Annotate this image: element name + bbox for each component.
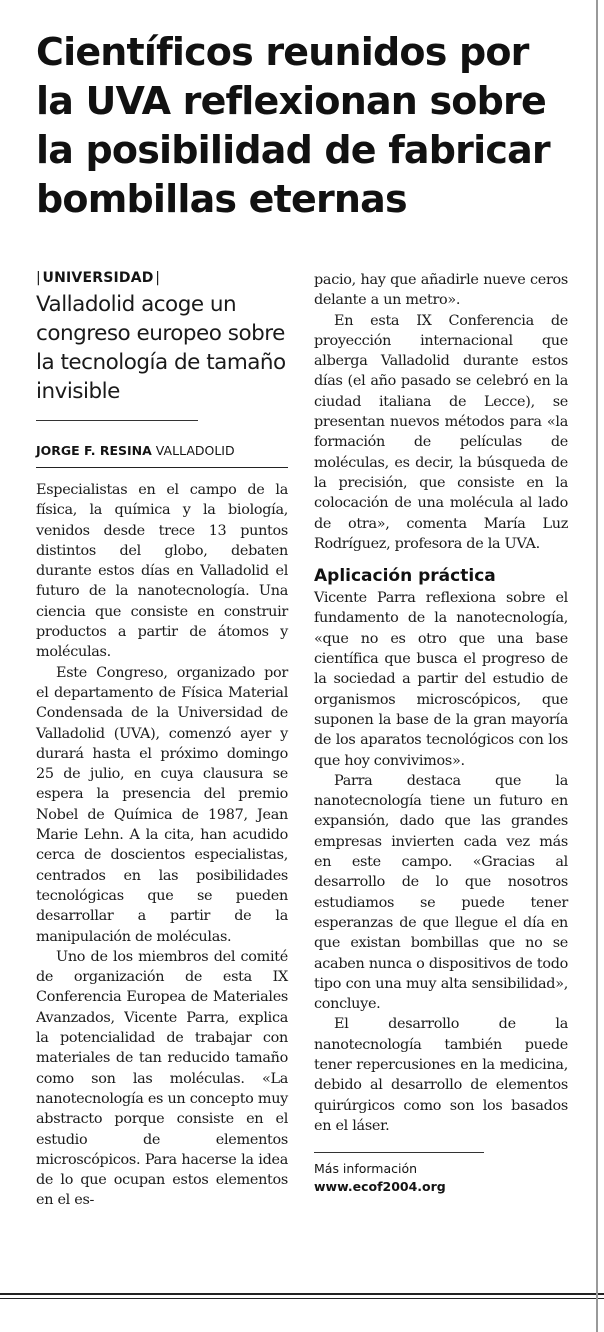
byline [36,443,288,458]
body-paragraph: Parra destaca que la nanotecnología tiene un futuro en expansión, dado que las grandes empresas invierten cada vez más en este campo. «Gracias al desarrollo de lo que nosotros estudiamos se puede tener esperanzas de que llegue el día en que existan bombillas que no se acaben nunca o dispositivos de todo tipo con una muy alta sensibilidad», concluye. [314,772,568,1013]
more-info-label: Más información [314,1161,418,1177]
body-paragraph: pacio, hay que añadirle nueve ceros delante a un metro». [314,272,568,309]
byline-author: JORGE F. RESINA [36,443,152,458]
body-paragraph: Vicente Parra reflexiona sobre el fundamento de la nanotecnología, «que no es otro que una base científica que busca el progreso de la sociedad a partir del estudio de organismos microscópicos, que suponen la base de la gran mayoría de los aparatos tecnológicos con los que hoy convivimos». [314,590,568,769]
section-tag-label: UNIVERSIDAD [42,270,154,286]
body-paragraph: El desarrollo de la nanotecnología también puede tener repercusiones en la medicina, debido al desarrollo de elementos quirúrgicos como son los basados en el láser. [314,1016,568,1134]
bottom-rule-thin [0,1298,604,1299]
body-paragraph: En esta IX Conferencia de proyección internacional que alberga Valladolid durante estos días (el año pasado se celebró en la ciudad italiana de Lecce), se presentan nuevos métodos para «la formación de películas de moléculas, es decir, la búsqueda de la precisión, que consiste en la colocación de una molécula al lado de otra», comenta María Luz Rodríguez, profesora de la UVA. [314,312,568,552]
right-column [314,270,568,1194]
body-paragraph: Este Congreso, organizado por el departamento de Física Material Condensada de la Universidad de Valladolid (UVA), comenzó ayer y durará hasta el próximo domingo 25 de julio, en cuya clausura se espera la presencia del premio Nobel de Química de 1987, Jean Marie Lehn. A la cita, han acudido cerca de doscientos especialistas, centrados en las posibilidades tecnológicas que se pueden desarrollar a partir de la manipulación de moléculas. [36,664,288,945]
left-column [36,270,288,1211]
section-tag-bar-right: | [155,270,161,286]
subsection-title: Aplicación práctica [314,566,496,587]
body-paragraph: Uno de los miembros del comité de organización de esta IX Conferencia Europea de Materiales Avanzados, Vicente Parra, explica la potencialidad de trabajar con materiales de tan reducido tamaño como son las moléculas. «La nanotecnología es un concepto muy abstracto porque consiste en el estudio de elementos microscópicos. Para hacerse la idea de lo que ocupan estos elementos en el es- [36,948,288,1209]
bottom-rule [0,1293,604,1295]
subhead-divider [36,420,198,421]
byline-divider [36,467,288,468]
byline-location: VALLADOLID [155,443,235,458]
section-tag [36,270,288,286]
headline: Científicos reunidos por la UVA reflexionan sobre la posibilidad de fabricar bombillas eternas [36,30,550,221]
scan-edge [596,0,598,1332]
more-info-divider [314,1152,484,1153]
more-info-url[interactable]: www.ecof2004.org [314,1179,446,1195]
body-paragraph: Especialistas en el campo de la física, la química y la biología, venidos desde trece 13 puntos distintos del globo, debaten durante estos días en Valladolid el futuro de la nanotecnología. Una ciencia que consiste en construir productos a partir de átomos y moléculas. [36,482,288,661]
section-tag-bar-left: | [36,270,41,286]
subhead: Valladolid acoge un congreso europeo sobre la tecnología de tamaño invisible [36,292,286,404]
